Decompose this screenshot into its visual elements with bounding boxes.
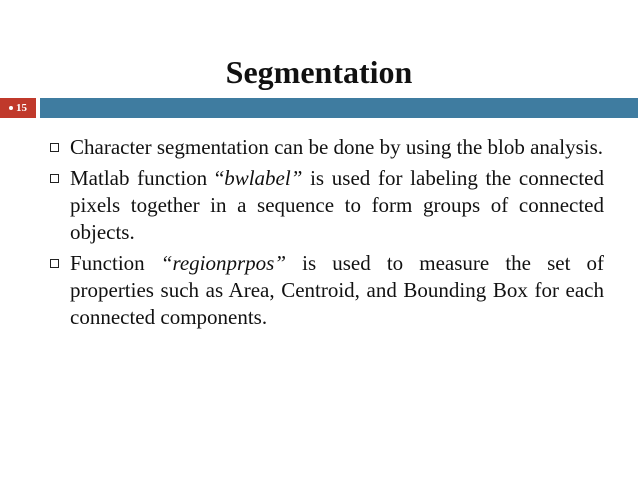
square-bullet-icon bbox=[50, 259, 59, 268]
square-bullet-icon bbox=[50, 143, 59, 152]
square-bullet-icon bbox=[50, 174, 59, 183]
title-divider-bar bbox=[40, 98, 638, 118]
function-name-regionprpos: “regionprpos” bbox=[160, 251, 287, 275]
bullet-list bbox=[48, 134, 604, 335]
bullet-text: Character segmentation can be done by using the blob analysis. bbox=[70, 135, 604, 159]
list-item bbox=[48, 134, 604, 161]
bullet-text-post: is used for labeling the connected pixels together in a sequence to form groups of connected objects. bbox=[70, 166, 605, 244]
slide-number: 15 bbox=[16, 102, 27, 114]
slide-number-tab bbox=[0, 98, 36, 118]
list-item bbox=[48, 165, 604, 246]
header-band bbox=[0, 98, 638, 118]
slide-title: Segmentation bbox=[225, 54, 413, 90]
bullet-text-pre: Matlab function “ bbox=[70, 166, 225, 190]
bullet-text-pre: Function bbox=[70, 251, 161, 275]
list-item bbox=[48, 250, 604, 331]
function-name-bwlabel: bwlabel” bbox=[224, 166, 303, 190]
bullet-text-post: is used to measure the set of properties such as Area, Centroid, and Bounding Box for each connected components. bbox=[70, 251, 605, 329]
bullet-dot-icon bbox=[9, 106, 13, 110]
